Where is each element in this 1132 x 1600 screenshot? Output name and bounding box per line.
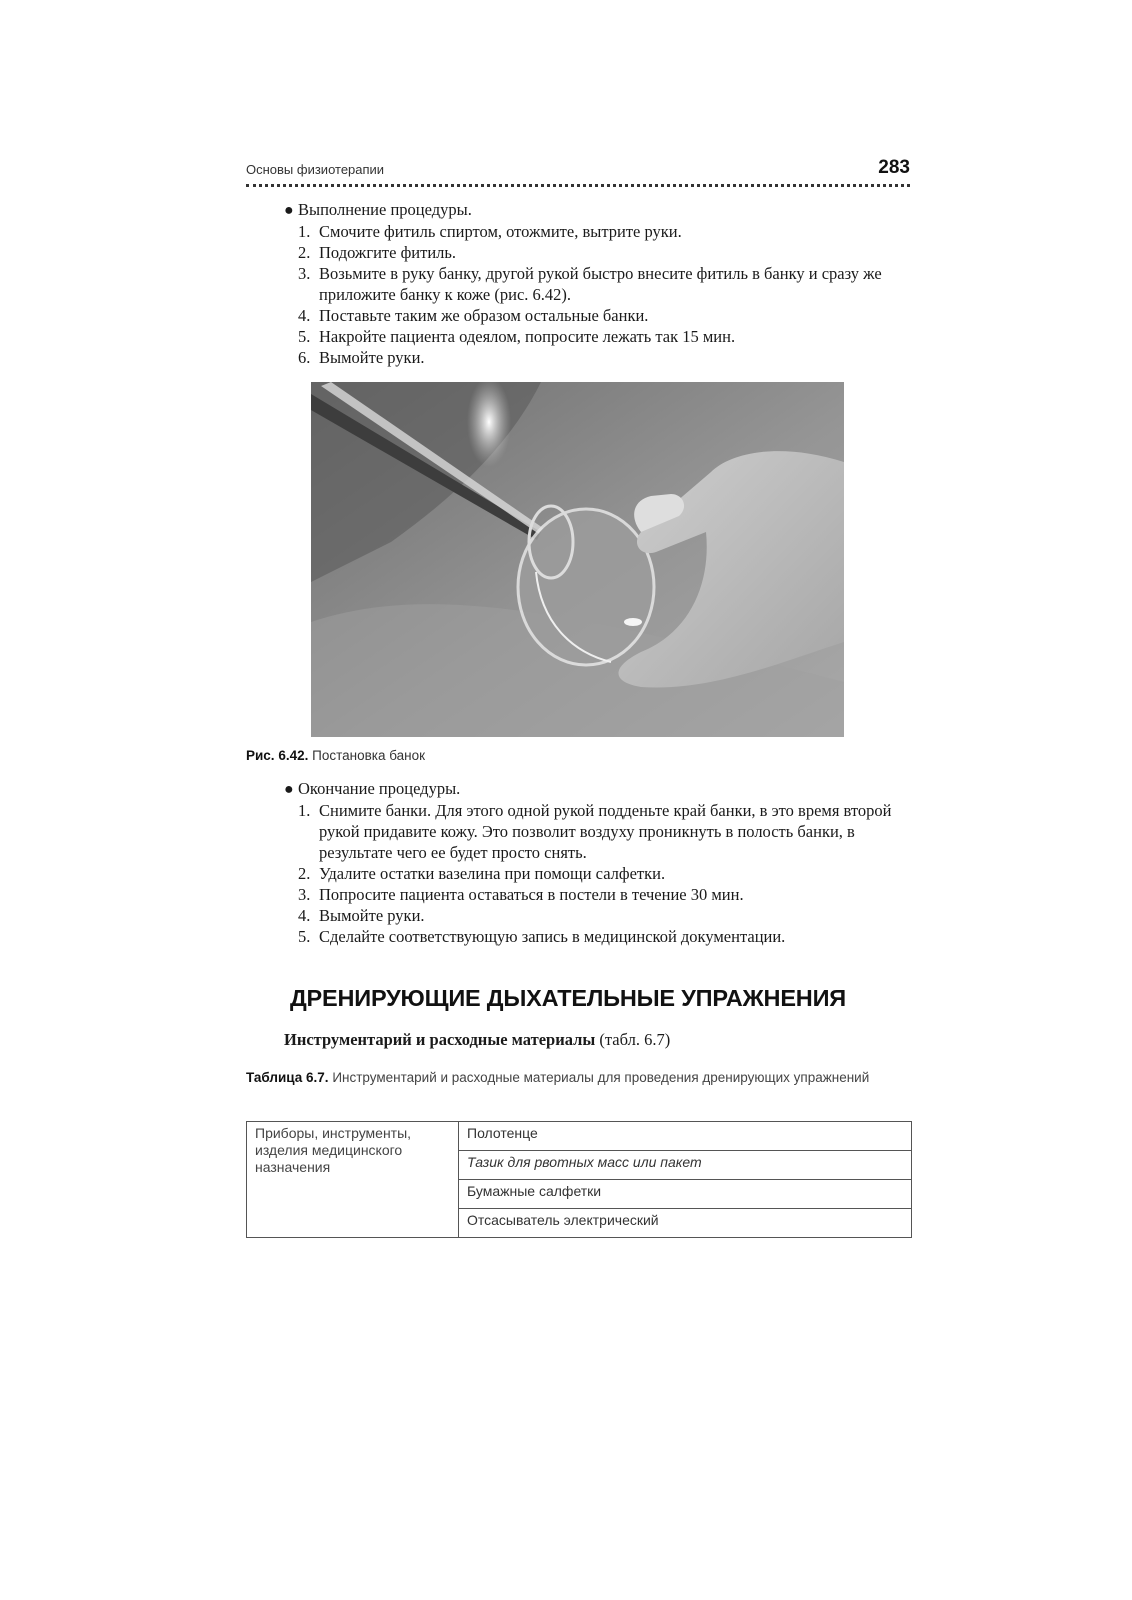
list-item [284, 221, 914, 242]
step-number: 4. [298, 306, 311, 325]
procedure-section [284, 200, 914, 368]
step-text: Накройте пациента одеялом, попросите лежать так 15 мин. [319, 327, 736, 346]
page-number: 283 [878, 157, 910, 178]
bullet-dot-icon: ● [284, 202, 294, 219]
step-number: 5. [298, 327, 311, 346]
header-divider [246, 184, 910, 187]
list-item [284, 263, 914, 305]
step-text: Вымойте руки. [319, 348, 425, 367]
table-row [247, 1122, 912, 1151]
cupping-photo-illustration [311, 382, 844, 737]
procedure-steps [284, 221, 914, 368]
figure-label: Рис. 6.42. [246, 748, 309, 763]
materials-title: Инструментарий и расходные материалы [284, 1030, 596, 1049]
ending-section [284, 779, 914, 947]
step-text: Снимите банки. Для этого одной рукой подденьте край банки, в это время второй рукой придавите кожу. Это позволит воздуху проникнуть в полость банки, в результате чего ее будет просто снять. [319, 801, 892, 862]
list-item [284, 905, 914, 926]
table-cell: Полотенце [459, 1122, 912, 1151]
step-number: 2. [298, 864, 311, 883]
table-cell: Бумажные салфетки [459, 1180, 912, 1209]
section-heading: ДРЕНИРУЮЩИЕ ДЫХАТЕЛЬНЫЕ УПРАЖНЕНИЯ [290, 985, 846, 1011]
materials-table-ref: (табл. 6.7) [599, 1030, 671, 1049]
step-number: 4. [298, 906, 311, 925]
list-item [284, 242, 914, 263]
step-text: Подожгите фитиль. [319, 243, 457, 262]
list-item [284, 305, 914, 326]
step-text: Сделайте соответствующую запись в медицинской документации. [319, 927, 786, 946]
step-number: 6. [298, 348, 311, 367]
step-number: 3. [298, 885, 311, 904]
procedure-bullet-text: Выполнение процедуры. [298, 200, 472, 219]
figure-caption [246, 748, 425, 763]
materials-line [284, 1030, 670, 1050]
list-item [284, 926, 914, 947]
cupping-photo [311, 382, 844, 737]
step-number: 5. [298, 927, 311, 946]
step-number: 3. [298, 264, 311, 283]
figure-caption-text: Постановка банок [312, 748, 426, 763]
ending-bullet-text: Окончание процедуры. [298, 779, 461, 798]
table-cell: Тазик для рвотных масс или пакет [459, 1151, 912, 1180]
step-text: Вымойте руки. [319, 906, 425, 925]
step-number: 1. [298, 222, 311, 241]
step-text: Смочите фитиль спиртом, отожмите, вытрите руки. [319, 222, 682, 241]
step-text: Возьмите в руку банку, другой рукой быстро внесите фитиль в банку и сразу же приложите банку к коже (рис. 6.42). [319, 264, 882, 304]
table-cell: Отсасыватель электрический [459, 1209, 912, 1238]
ending-steps [284, 800, 914, 947]
page-header [246, 157, 910, 184]
step-number: 2. [298, 243, 311, 262]
table-caption-text: Инструментарий и расходные материалы для проведения дренирующих упражнений [332, 1070, 870, 1085]
bullet-dot-icon: ● [284, 781, 294, 798]
list-item [284, 326, 914, 347]
step-text: Попросите пациента оставаться в постели в течение 30 мин. [319, 885, 744, 904]
step-number: 1. [298, 801, 311, 820]
table-label: Таблица 6.7. [246, 1070, 329, 1085]
step-text: Удалите остатки вазелина при помощи салфетки. [319, 864, 666, 883]
step-text: Поставьте таким же образом остальные банки. [319, 306, 649, 325]
list-item [284, 863, 914, 884]
list-item [284, 884, 914, 905]
running-head: Основы физиотерапии [246, 162, 385, 177]
table-group-cell: Приборы, инструменты, изделия медицинского назначения [247, 1122, 459, 1238]
procedure-bullet [284, 200, 914, 221]
list-item [284, 347, 914, 368]
materials-table [246, 1121, 912, 1238]
ending-bullet [284, 779, 914, 800]
list-item [284, 800, 914, 863]
table-caption [246, 1069, 914, 1086]
